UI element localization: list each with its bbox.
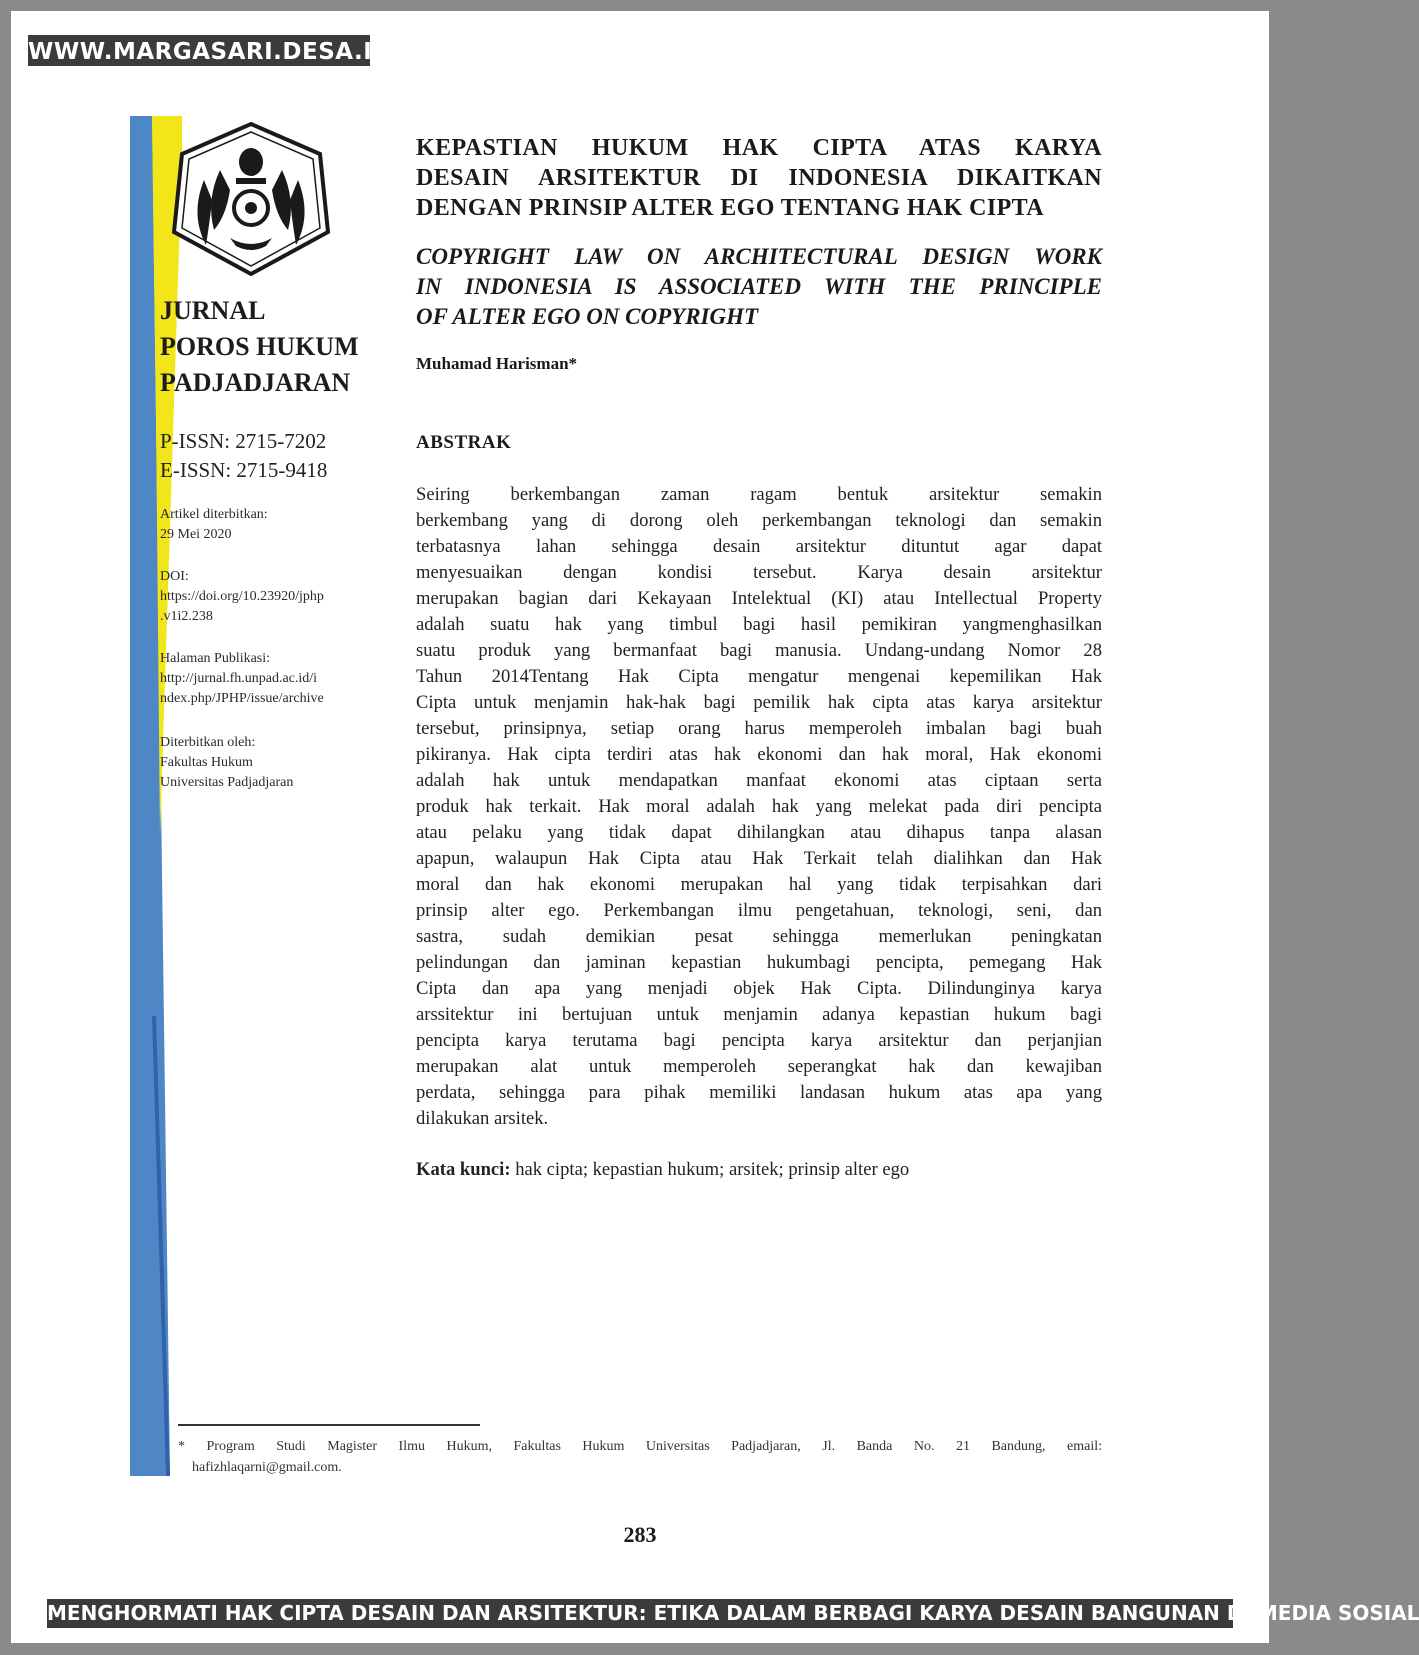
- published-info: [160, 505, 395, 545]
- journal-title-line: PADJADJARAN: [160, 368, 351, 397]
- abstract-line: dilakukan arsitek.: [416, 1108, 549, 1129]
- abstract-line: berkembang yang di dorong oleh perkembangan teknologi dan semakin: [416, 510, 1102, 531]
- keywords-label: Kata kunci:: [416, 1159, 511, 1180]
- author-name: Muhamad Harisman*: [416, 354, 578, 373]
- title-line: DESAIN ARSITEKTUR DI INDONESIA DIKAITKAN: [416, 165, 1102, 191]
- title-line: OF ALTER EGO ON COPYRIGHT: [416, 304, 759, 329]
- abstract-line: merupakan alat untuk memperoleh seperangkat hak dan kewajiban: [416, 1056, 1102, 1077]
- abstract-line: arssitektur ini bertujuan untuk menjamin adanya kepastian hukum bagi: [416, 1004, 1102, 1025]
- abstract-body: [416, 482, 1102, 1132]
- site-watermark-banner: WWW.MARGASARI.DESA.ID: [26, 33, 372, 68]
- abstract-line: menyesuaikan dengan kondisi tersebut. Karya desain arsitektur: [416, 562, 1102, 583]
- abstract-line: Tahun 2014Tentang Hak Cipta mengatur mengenai kepemilikan Hak: [416, 666, 1102, 687]
- footnote-divider: [178, 1424, 480, 1426]
- publication-page-info: [160, 649, 395, 709]
- abstract-line: produk hak terkait. Hak moral adalah hak yang melekat pada diri pencipta: [416, 796, 1102, 817]
- title-line: IN INDONESIA IS ASSOCIATED WITH THE PRINCIPLE: [416, 274, 1102, 299]
- title-line: KEPASTIAN HUKUM HAK CIPTA ATAS KARYA: [416, 135, 1102, 161]
- page-number: 283: [623, 1522, 657, 1547]
- footnote-line: * Program Studi Magister Ilmu Hukum, Fakultas Hukum Universitas Padjadjaran, Jl. Banda No. 21 Bandung, email:: [178, 1439, 1102, 1454]
- abstract-line: sastra, sudah demikian pesat sehingga memerlukan peningkatan: [416, 926, 1102, 947]
- keywords: [416, 1159, 909, 1181]
- abstract-line: pikiranya. Hak cipta terdiri atas hak ekonomi dan hak moral, Hak ekonomi: [416, 744, 1102, 765]
- university-crest-logo: [170, 120, 332, 278]
- published-label: Artikel diterbitkan:: [160, 507, 268, 522]
- abstract-line: merupakan bagian dari Kekayaan Intelektual (KI) atau Intellectual Property: [416, 588, 1102, 609]
- abstract-line: pelindungan dan jaminan kepastian hukumbagi pencipta, pemegang Hak: [416, 952, 1102, 973]
- issn-block: [160, 427, 327, 485]
- title-line: DENGAN PRINSIP ALTER EGO TENTANG HAK CIPTA: [416, 195, 1045, 221]
- publisher-label: Diterbitkan oleh:: [160, 735, 256, 750]
- author-footnote: [178, 1436, 1102, 1478]
- journal-title: [160, 293, 390, 401]
- publication-page-link[interactable]: ndex.php/JPHP/issue/archive: [160, 691, 324, 706]
- abstract-line: adalah suatu hak yang timbul bagi hasil pemikiran yangmenghasilkan: [416, 614, 1102, 635]
- publisher-name: Fakultas Hukum: [160, 755, 253, 770]
- abstract-line: prinsip alter ego. Perkembangan ilmu pengetahuan, teknologi, seni, dan: [416, 900, 1102, 921]
- journal-title-line: POROS HUKUM: [160, 332, 359, 361]
- publisher-name: Universitas Padjadjaran: [160, 775, 294, 790]
- publisher-info: [160, 733, 395, 793]
- abstract-line: perdata, sehingga para pihak memiliki landasan hukum atas apa yang: [416, 1082, 1102, 1103]
- article-caption-banner: MENGHORMATI HAK CIPTA DESAIN DAN ARSITEKTUR: ETIKA DALAM BERBAGI KARYA DESAIN BANGUNAN DI MEDIA SOSIAL: [45, 1597, 1235, 1630]
- footnote-email[interactable]: hafizhlaqarni@gmail.com.: [192, 1460, 342, 1475]
- keywords-list: hak cipta; kepastian hukum; arsitek; prinsip alter ego: [515, 1159, 910, 1180]
- abstract-line: tersebut, prinsipnya, setiap orang harus memperoleh imbalan bagi buah: [416, 718, 1102, 739]
- doi-info: [160, 567, 395, 627]
- abstract-line: apapun, walaupun Hak Cipta atau Hak Terkait telah dialihkan dan Hak: [416, 848, 1102, 869]
- journal-title-line: JURNAL: [160, 296, 266, 325]
- abstract-line: pencipta karya terutama bagi pencipta karya arsitektur dan perjanjian: [416, 1030, 1102, 1051]
- article-title-english: [416, 242, 1102, 332]
- e-issn: E-ISSN: 2715-9418: [160, 458, 328, 482]
- abstract-line: terbatasnya lahan sehingga desain arsitektur dituntut agar dapat: [416, 536, 1102, 557]
- title-line: COPYRIGHT LAW ON ARCHITECTURAL DESIGN WORK: [416, 244, 1102, 269]
- publication-page-link[interactable]: http://jurnal.fh.unpad.ac.id/i: [160, 671, 318, 686]
- doi-label: DOI:: [160, 569, 189, 584]
- abstract-line: moral dan hak ekonomi merupakan hal yang tidak terpisahkan dari: [416, 874, 1102, 895]
- abstract-line: atau pelaku yang tidak dapat dihilangkan atau dihapus tanpa alasan: [416, 822, 1102, 843]
- doi-link[interactable]: https://doi.org/10.23920/jphp: [160, 589, 324, 604]
- article-title-indonesian: [416, 133, 1102, 223]
- abstract-line: adalah hak untuk mendapatkan manfaat ekonomi atas ciptaan serta: [416, 770, 1102, 791]
- doi-link[interactable]: .v1i2.238: [160, 609, 213, 624]
- abstract-line: Cipta untuk menjamin hak-hak bagi pemilik hak cipta atas karya arsitektur: [416, 692, 1102, 713]
- p-issn: P-ISSN: 2715-7202: [160, 429, 327, 453]
- abstract-line: Cipta dan apa yang menjadi objek Hak Cipta. Dilindunginya karya: [416, 978, 1102, 999]
- published-date: 29 Mei 2020: [160, 527, 232, 542]
- abstract-heading: ABSTRAK: [416, 432, 512, 453]
- publication-page-label: Halaman Publikasi:: [160, 651, 271, 666]
- abstract-line: Seiring berkembangan zaman ragam bentuk arsitektur semakin: [416, 484, 1102, 505]
- abstract-line: suatu produk yang bermanfaat bagi manusia. Undang-undang Nomor 28: [416, 640, 1102, 661]
